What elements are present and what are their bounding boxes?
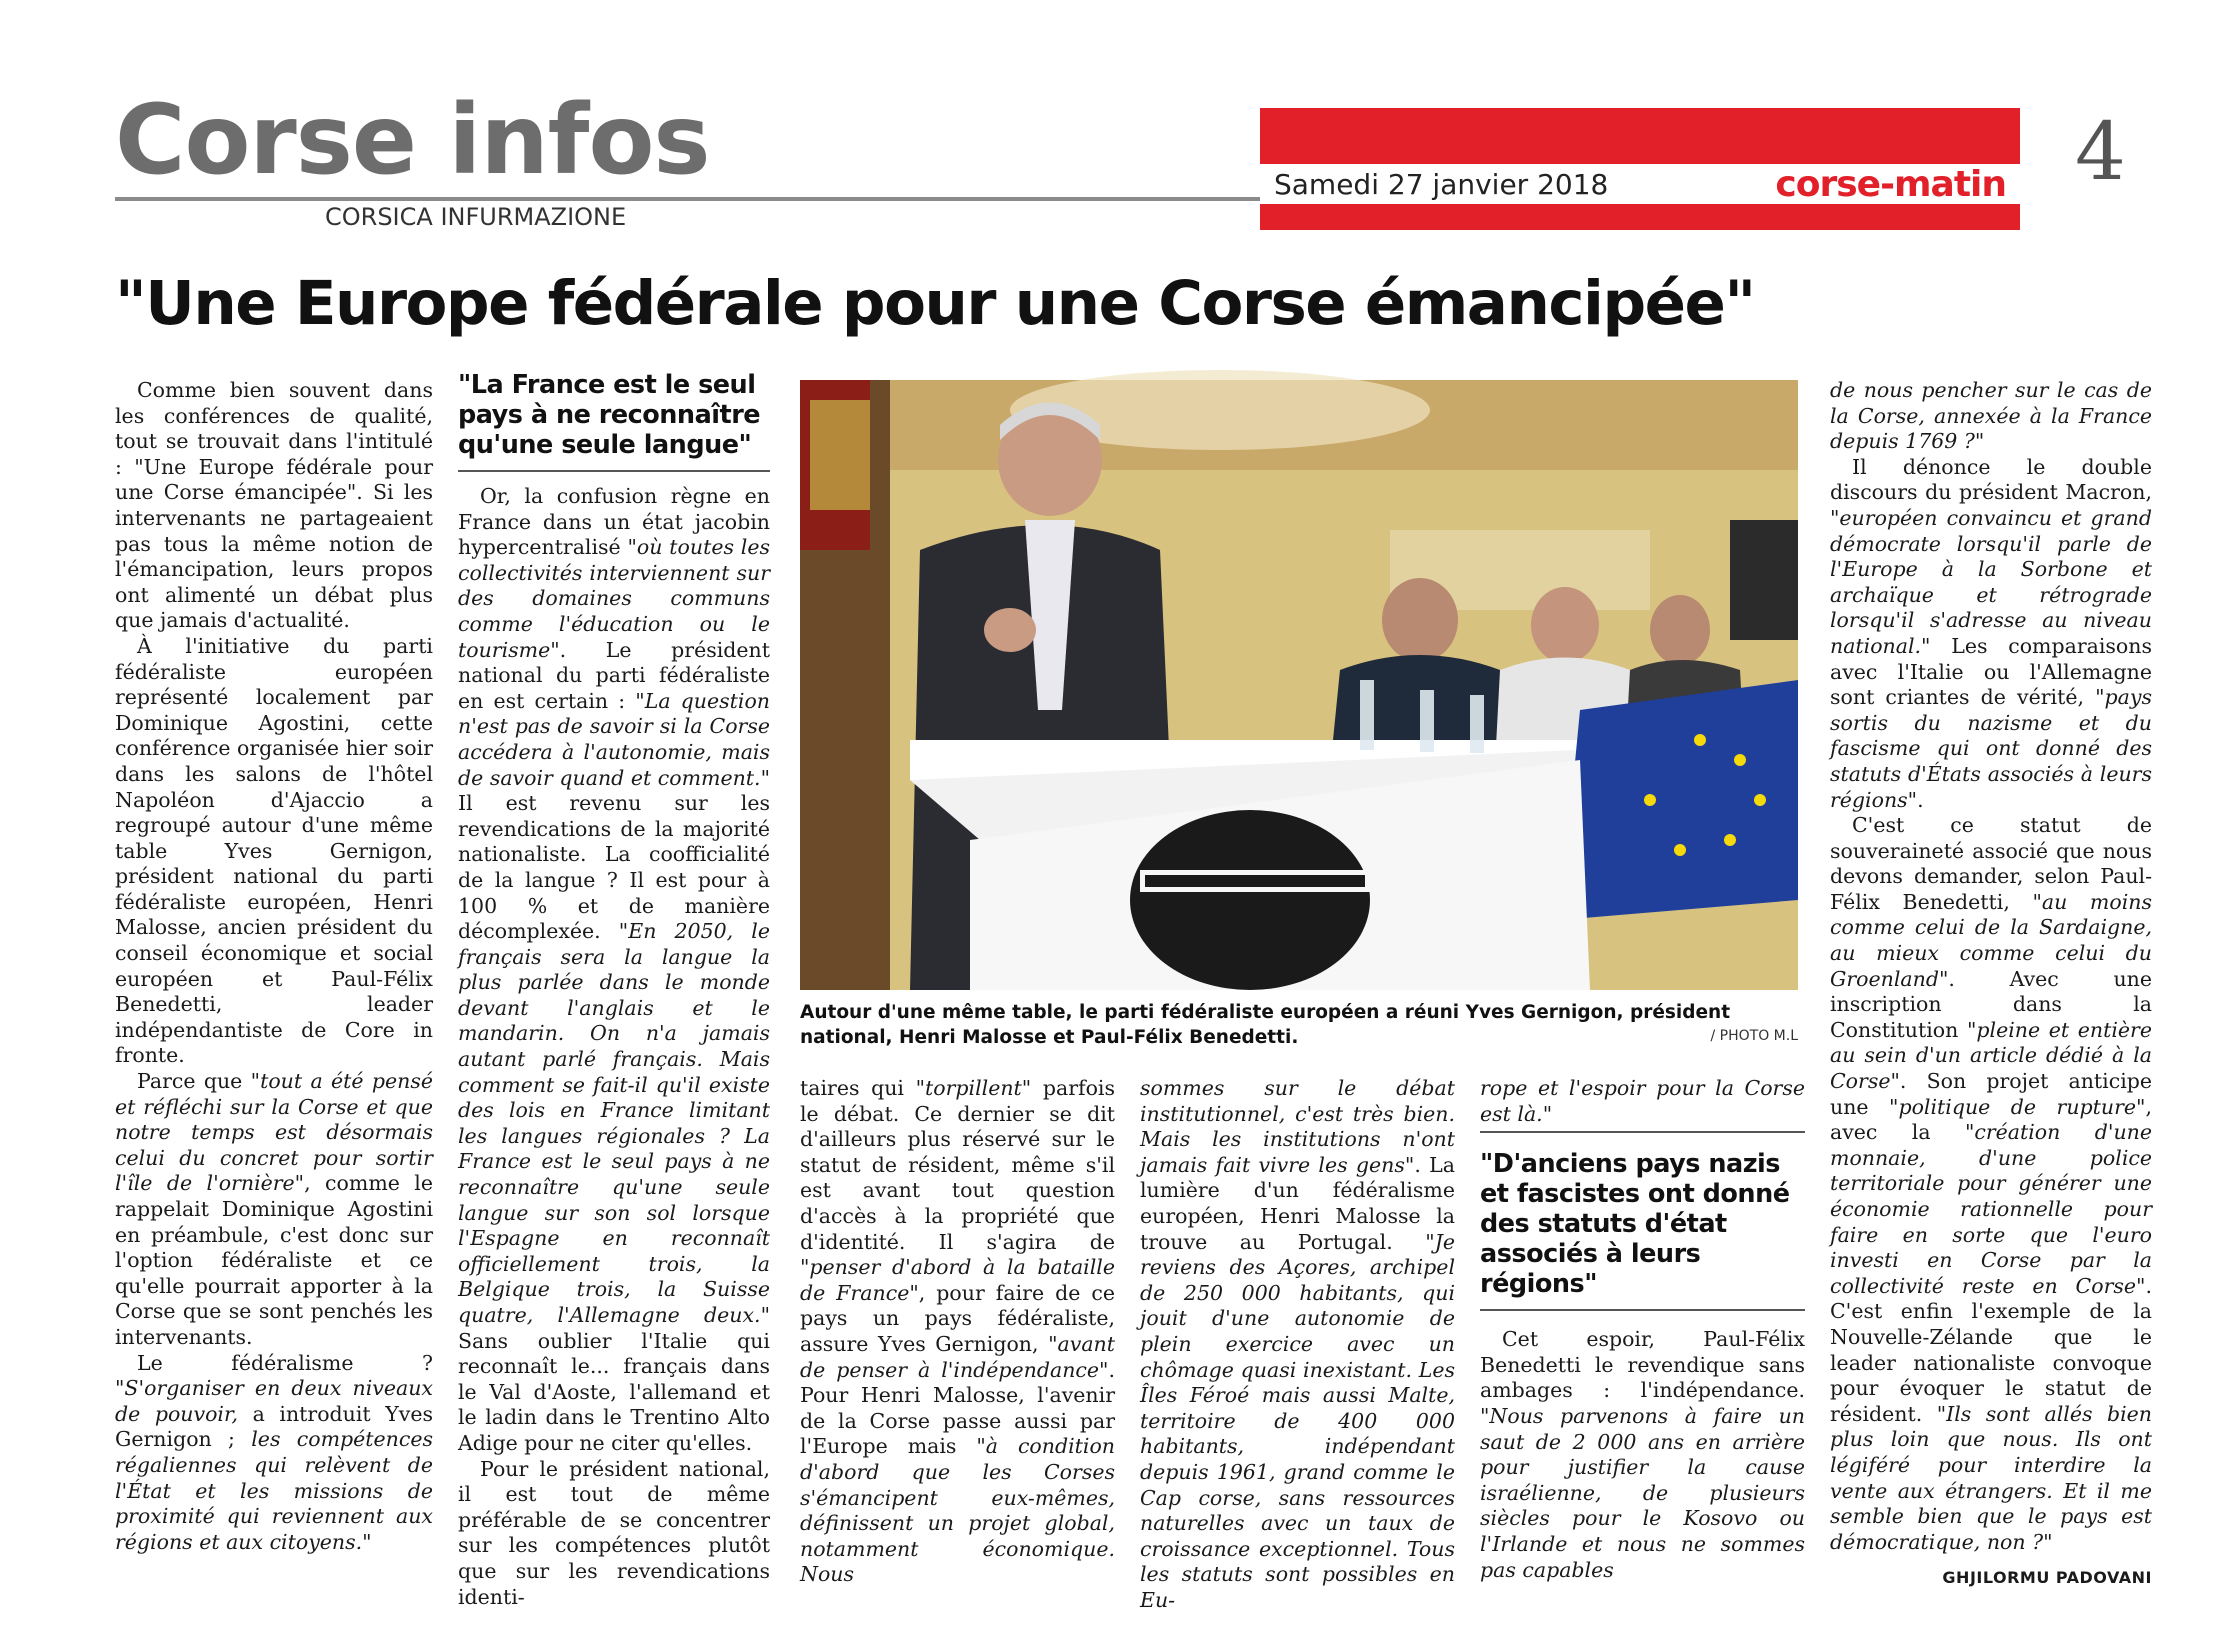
text: Il dénonce le double discours du président Macron, [1830,454,2152,505]
quote: "En 2050, le français sera la langue la plus parlée dans le monde devant l'anglais et le mandarin. On n'a jamais autant parlé français. Mais comment se fait-il qu'il existe des lois en France limitant les langues régionales ? La France est le seul pays à ne reconnaître qu'une seule langue sur son sol lorsque l'Espagne en reconnaît officiellement trois, la Belgique trois, la Suisse quatre, l'Allemagne deux." [458,919,770,1327]
text: parfois le débat. Ce dernier se dit d'ailleurs plus réservé sur le statut de résident, même s'il est avant tout question d'accès à la propriété que d'identité. Il s'agira de [800,1076,1115,1254]
text: C'est ce statut de souveraineté associé que nous devons demander, selon Paul-Félix Benedetti, [1830,813,2152,914]
quote: "tout a été pensé et réfléchi sur la Corse et que notre temps est désormais celui du concret pour sortir l'île de l'ornière" [115,1069,433,1196]
quote: "Ils sont allés bien plus loin que nous. Ils ont légiféré pour interdire la vente aux étrangers. Et il me semble bien que le pays est démocratique, non ?" [1830,1401,2152,1554]
text: , comme le rappelait Dominique Agostini en préambule, c'est donc sur l'option fédéraliste et ce qu'elle pourrait apporter à la Corse que se sont penchés les intervenants. [115,1171,433,1349]
paragraph [1480,1327,1805,1583]
article-headline: "Une Europe fédérale pour une Corse émancipée" [115,268,1755,339]
quote: les compétences régaliennes qui relèvent de l'État et les missions de proximité qui reviennent aux régions et aux citoyens." [115,1427,433,1554]
text: . [1917,787,1924,812]
quote: "où toutes les collectivités interviennent sur des domaines communs comme l'éducation ou le tourisme" [458,535,770,662]
paragraph [1830,455,2152,813]
text: , avec la [1830,1094,2152,1145]
subheading: "La France est le seul pays à ne reconnaître qu'une seule langue" [458,370,761,460]
quote: "pays sortis du nazisme et du fascisme qui ont donné des statuts d'États associés à leurs régions" [1830,685,2152,812]
quote: sommes sur le débat institutionnel, c'est très bien. Mais les institutions n'ont jamais fait vivre les gens" [1140,1076,1455,1177]
text: , pour faire de ce pays un pays fédéraliste, assure Yves Gernigon, [800,1280,1115,1356]
paragraph [1830,813,2152,1555]
quote: "pleine et entière au sein d'un article dédié à la Corse" [1830,1017,2152,1094]
text: Or, la confusion règne en France dans un état jacobin hypercentralisé [458,484,770,560]
subheading-rule [1480,1309,1805,1311]
quote: "européen convaincu et grand démocrate lorsqu'il parle de l'Europe à la Sorbone et archaïque et rétrograde lorsqu'il s'adresse au niveau national." [1830,505,2152,658]
body-column-1 [115,378,433,1578]
photo-illustration [800,380,1798,990]
quote: rope et l'espoir pour la Corse est là." [1480,1076,1805,1126]
issue-date: Samedi 27 janvier 2018 [1274,168,1609,201]
subheading-rule [458,470,770,472]
text: . Avec une inscription dans la Constitution [1830,966,2152,1042]
text: Il est revenu sur les revendications de la majorité nationaliste. La coofficialité de la langue ? Il est pour à 100 % et de manière décomplexée. [458,791,770,944]
quote: "Nous parvenons à faire un saut de 2 000 ans en arrière pour justifier la cause israélienne, de plusieurs siècles pour le Kosovo ou l'Irlande et nous ne sommes pas capables [1480,1403,1805,1582]
text: Sans oublier l'Italie qui reconnaît le... français dans le Val d'Aoste, l'allemand et le ladin dans le Trentino Alto Adige pour ne citer qu'elles. [458,1328,770,1455]
text: . Son projet anticipe une [1830,1069,2152,1119]
text: taires qui [800,1076,916,1100]
text: Cet espoir, Paul-Félix Benedetti le revendique sans ambages : l'indépendance. [1480,1327,1805,1403]
quote: "torpillent" [915,1076,1032,1100]
brand-logo: corse-matin [1775,164,2006,205]
date-banner [1260,108,2020,230]
paragraph [800,1076,1115,1588]
text: Le fédéralisme ? [137,1350,433,1375]
author-byline: GHJILORMU PADOVANI [1942,1568,2152,1588]
section-subtitle: CORSICA INFURMAZIONE [325,203,627,231]
subheading: "D'anciens pays nazis et fascistes ont donné des statuts d'état associés à leurs régions" [1480,1149,1790,1300]
text: Parce que [137,1069,251,1094]
photo-caption: Autour d'une même table, le parti fédéraliste européen a réuni Yves Gernigon, président national, Henri Malosse et Paul-Félix Benedetti. [800,1002,1731,1048]
paragraph: Comme bien souvent dans les conférences de qualité, tout se trouvait dans l'intitulé : "Une Europe fédérale pour une Corse émancipée". Si les intervenants ne partageaient pas tous la même notion de l'émancipation, leurs propos ont alimenté un débat plus que jamais d'actualité. [115,378,433,633]
conference-photo [800,380,1798,990]
subheading-rule [1480,1131,1805,1133]
section-title: Corse infos [115,84,710,196]
paragraph [115,1351,433,1556]
page-number: 4 [2075,105,2126,198]
quote: "penser d'abord à la bataille de France" [800,1255,1115,1305]
quote: "à condition d'abord que les Corses s'émancipent eux-mêmes, définissent un projet global, notamment économique. Nous [800,1434,1115,1587]
quote: "au moins comme celui de la Sardaigne, au mieux comme celui du Groenland" [1830,889,2152,991]
paragraph [458,484,770,1457]
photo-credit: / PHOTO M.L [1710,1028,1798,1044]
text: . Pour Henri Malosse, l'avenir de la Corse passe aussi par l'Europe mais [800,1357,1115,1459]
paragraph [1140,1076,1455,1613]
body-column-2 [458,370,770,1609]
body-column-6 [1830,378,2153,1588]
text: . La lumière d'un fédéralisme européen, Henri Malosse la trouve au Portugal. [1140,1152,1455,1254]
text: Les comparaisons avec l'Italie ou l'Allemagne sont criantes de vérité, [1830,633,2152,710]
paragraph: À l'initiative du parti fédéraliste européen représenté localement par Dominique Agostini, cette conférence organisée hier soir dans les salons de l'hôtel Napoléon d'Ajaccio a regroupé autour d'une même table Yves Gernigon, président national du parti fédéraliste européen, Henri Malosse, ancien président du conseil économique et social européen et Paul-Félix Benedetti, leader indépendantiste de Core in fronte. [115,633,433,1068]
quote: "La question n'est pas de savoir si la Corse accédera à l'autonomie, mais de savoir quand et comment." [458,688,770,790]
quote: de nous pencher sur le cas de la Corse, annexée à la France depuis 1769 ?" [1830,378,2152,454]
body-column-4 [1140,1076,1455,1612]
text: a introduit Yves Gernigon ; [115,1401,434,1452]
paragraph [115,1069,433,1351]
quote: "politique de rupture" [1889,1094,2146,1119]
body-column-5 [1480,1076,1805,1582]
text: . Le président national du parti fédéraliste en est certain : [458,637,770,713]
paragraph: Pour le président national, il est tout de même préférable de se concentrer sur les compétences plutôt que sur les revendications identi- [458,1456,770,1609]
masthead-rule [115,197,1260,201]
quote: "S'organiser en deux niveaux de pouvoir, [115,1376,433,1426]
quote: "Je reviens des Açores, archipel de 250 000 habitants, qui jouit d'une autonomie de plein exercice avec un chômage quasi inexistant. Les Îles Féroé mais aussi Malte, territoire de 400 000 habitants, indépendant depuis 1961, grand comme le Cap corse, sans ressources naturelles avec un taux de croissance exceptionnel. Tous les statuts sont possibles en Eu- [1140,1229,1455,1612]
text: . C'est enfin l'exemple de la Nouvelle-Zélande que le leader nationaliste convoque pour évoquer le statut de résident. [1830,1273,2152,1426]
paragraph [1830,378,2152,455]
quote: "création d'une monnaie, d'une police territoriale pour générer une économie rationnelle pour faire en sorte que l'euro investi en Corse par la collectivité reste en Corse" [1830,1120,2153,1298]
body-column-3 [800,1076,1115,1587]
quote: "avant de penser à l'indépendance" [800,1331,1115,1382]
paragraph [1480,1076,1805,1127]
